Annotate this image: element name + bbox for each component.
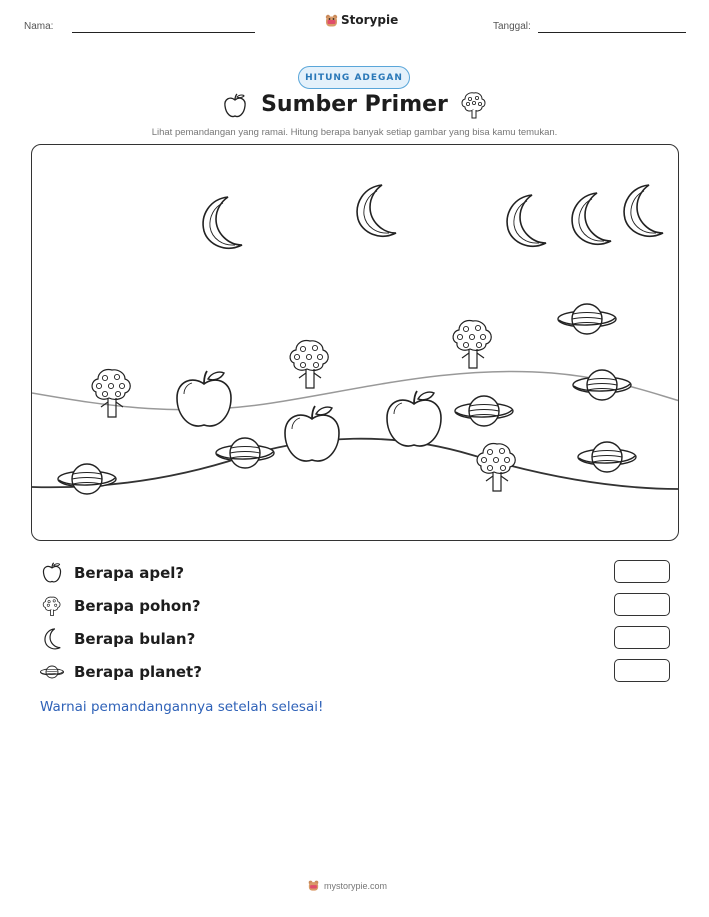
question-row-apples [40, 560, 670, 586]
scene-panel[interactable] [31, 144, 679, 541]
answer-box-planets[interactable] [614, 659, 670, 682]
question-row-planets [40, 659, 670, 685]
moon-1 [203, 197, 242, 248]
page-title: Sumber Primer [261, 92, 448, 117]
moon-2 [357, 185, 396, 236]
planet-6 [578, 442, 636, 472]
name-label: Nama: [24, 21, 54, 32]
answer-box-apples[interactable] [614, 560, 670, 583]
name-line[interactable] [72, 32, 255, 33]
scene-illustration [32, 145, 679, 541]
bear-icon [325, 14, 338, 27]
answer-box-trees[interactable] [614, 593, 670, 616]
question-text: Berapa bulan? [74, 630, 196, 648]
planet-icon [40, 660, 64, 684]
question-text: Berapa apel? [74, 564, 185, 582]
moon-5 [624, 185, 663, 236]
moon-icon [40, 627, 64, 651]
question-text: Berapa pohon? [74, 597, 201, 615]
planet-4 [558, 304, 616, 334]
tree-1 [92, 370, 130, 417]
apple-2 [285, 406, 339, 461]
planet-1 [58, 464, 116, 494]
date-line[interactable] [538, 32, 686, 33]
apple-icon [40, 561, 64, 585]
planet-5 [573, 370, 631, 400]
brand-name: Storypie [341, 13, 399, 27]
tree-icon [40, 594, 64, 618]
planet-3 [455, 396, 513, 426]
tree-2 [290, 341, 328, 388]
hill-line-front [32, 439, 679, 489]
brand-logo [325, 13, 398, 27]
instructions: Lihat pemandangan yang ramai. Hitung berapa banyak setiap gambar yang bisa kamu temukan. [151, 127, 558, 138]
apple-1 [177, 371, 231, 426]
tree-4 [477, 444, 515, 491]
question-row-moons [40, 626, 670, 652]
planet-2 [216, 438, 274, 468]
footer-site [308, 880, 387, 891]
apple-3 [387, 391, 441, 446]
question-row-trees [40, 593, 670, 619]
coloring-note: Warnai pemandangannya setelah selesai! [40, 699, 324, 715]
footer-url: mystorypie.com [324, 880, 388, 891]
answer-box-moons[interactable] [614, 626, 670, 649]
bear-icon [308, 880, 319, 891]
tree-3 [453, 321, 491, 368]
activity-badge: HITUNG ADEGAN [298, 66, 410, 89]
tree-icon [459, 90, 489, 120]
question-text: Berapa planet? [74, 663, 202, 681]
moon-4 [572, 193, 611, 244]
moon-3 [507, 195, 546, 246]
date-label: Tanggal: [493, 21, 531, 32]
